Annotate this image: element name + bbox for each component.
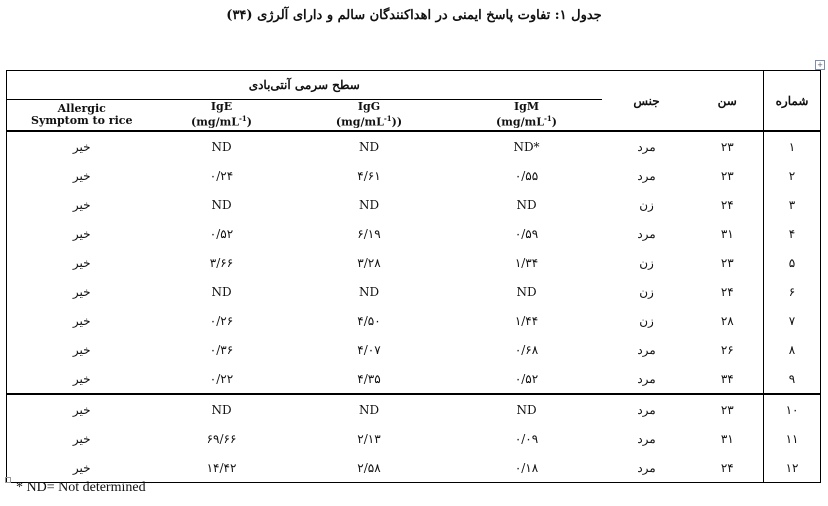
- cell-ige: ND: [157, 394, 287, 424]
- cell-age: ۲۴: [720, 460, 734, 475]
- cell-allergic: خیر: [72, 255, 91, 270]
- cell-allergic: خیر: [7, 394, 157, 424]
- cell-age: ۲۳: [692, 394, 764, 424]
- cell-num: ۱۱: [764, 424, 821, 453]
- cell-num: ۲: [764, 161, 821, 190]
- cell-allergic: خیر: [72, 197, 91, 212]
- ige-label: IgE: [210, 100, 233, 114]
- cell-age: ۳۴: [720, 371, 734, 386]
- cell-igg: ۲/۱۳: [357, 431, 381, 446]
- allergic-header-line1: Allergic: [57, 102, 106, 115]
- cell-allergic: خیر: [72, 371, 91, 386]
- cell-sex: مرد: [637, 226, 656, 241]
- table-row: [7, 453, 821, 483]
- cell-num: ۱۲: [764, 453, 821, 483]
- table-row: [7, 424, 821, 453]
- table-caption: جدول ۱: تفاوت پاسخ ایمنی در اهداکنندگان سالم و دارای آلرژی (۳۴): [226, 8, 602, 23]
- table-row: [7, 364, 821, 394]
- cell-allergic: خیر: [72, 168, 91, 183]
- cell-age: ۲۴: [720, 197, 734, 212]
- cell-ige: ND: [211, 139, 232, 154]
- antibody-level-header: سطح سرمی آنتی‌بادی: [7, 71, 602, 100]
- table-body: [7, 131, 821, 483]
- footnote: * ND= Not determined: [16, 480, 146, 495]
- cell-age: ۳۱: [720, 226, 734, 241]
- cell-num: ۷: [764, 306, 821, 335]
- allergic-header: [7, 100, 157, 132]
- cell-num: ۸: [764, 335, 821, 364]
- cell-igm: ۱/۳۴: [514, 255, 539, 270]
- cell-allergic: خیر: [72, 313, 91, 328]
- ige-unit: $(mg/mL^{-1})$: [191, 114, 252, 129]
- cell-allergic: خیر: [72, 284, 91, 299]
- cell-age: ۳۱: [720, 431, 734, 446]
- move-handle-icon[interactable]: +: [815, 60, 825, 70]
- table-row: [7, 131, 821, 161]
- cell-sex: زن: [639, 255, 654, 270]
- igm-header: [452, 100, 602, 132]
- table-row: [7, 190, 821, 219]
- cell-igm: ND: [516, 197, 537, 212]
- cell-sex: مرد: [637, 168, 656, 183]
- cell-sex: مرد: [637, 431, 656, 446]
- cell-allergic: خیر: [72, 431, 91, 446]
- cell-age: ۲۳: [720, 139, 734, 154]
- cell-num: ۹: [764, 364, 821, 394]
- cell-igg: ۴/۳۵: [357, 371, 381, 386]
- cell-ige: ۶۹/۶۶: [206, 431, 237, 446]
- cell-igg: ۲/۵۸: [357, 460, 381, 475]
- number-header: شماره: [764, 71, 821, 132]
- cell-sex: مرد: [637, 371, 656, 386]
- cell-igg: ND: [287, 394, 452, 424]
- cell-ige: ND: [211, 197, 232, 212]
- table-row: [7, 335, 821, 364]
- cell-igm: ۱/۴۴: [514, 313, 539, 328]
- cell-sex: مرد: [637, 342, 656, 357]
- antibody-table: [6, 70, 821, 483]
- cell-age: ۲۳: [720, 168, 734, 183]
- cell-sex: زن: [639, 197, 654, 212]
- igg-unit: $(mg/mL^{-1})$): [335, 114, 403, 129]
- cell-age: ۲۴: [720, 284, 734, 299]
- cell-ige: ۰/۵۲: [209, 226, 234, 241]
- cell-sex: زن: [639, 313, 654, 328]
- cell-ige: ۰/۲۴: [209, 168, 234, 183]
- table-row: [7, 161, 821, 190]
- cell-igg: ND: [358, 284, 380, 299]
- cell-allergic: خیر: [72, 139, 91, 154]
- cell-ige: ND: [211, 284, 232, 299]
- cell-num: ۵: [764, 248, 821, 277]
- age-header: سن: [692, 71, 764, 132]
- cell-num: ۱۰: [764, 394, 821, 424]
- cell-igm: ۰/۵۲: [514, 371, 539, 386]
- table-row: [7, 248, 821, 277]
- cell-ige: ۰/۲۲: [209, 371, 234, 386]
- header-row-top: [7, 71, 821, 100]
- cell-igg: ۴/۶۱: [357, 168, 381, 183]
- igm-label: IgM: [514, 100, 540, 114]
- cell-igg: ۴/۵۰: [357, 313, 381, 328]
- cell-ige: ۰/۳۶: [209, 342, 234, 357]
- cell-ige: ۳/۶۶: [209, 255, 234, 270]
- cell-igg: ۴/۰۷: [357, 342, 381, 357]
- cell-igg: ND: [358, 197, 380, 212]
- cell-igm: ۰/۰۹: [514, 431, 539, 446]
- igg-header: [287, 100, 452, 132]
- sex-header: جنس: [602, 71, 692, 132]
- cell-num: ۴: [764, 219, 821, 248]
- cell-num: ۱: [764, 131, 821, 161]
- cell-igg: ۶/۱۹: [357, 226, 381, 241]
- table-row: [7, 394, 821, 424]
- igm-unit: $(mg/mL^{-1})$: [496, 114, 557, 129]
- cell-num: ۳: [764, 190, 821, 219]
- cell-allergic: خیر: [72, 342, 91, 357]
- cell-igg: ۳/۲۸: [357, 255, 381, 270]
- cell-age: ۲۶: [720, 342, 734, 357]
- cell-igm: ND: [452, 394, 602, 424]
- cell-igm: ND*: [513, 139, 540, 154]
- cell-allergic: خیر: [72, 226, 91, 241]
- cell-sex: مرد: [602, 394, 692, 424]
- cell-ige: ۰/۲۶: [209, 313, 234, 328]
- cell-igm: ۰/۵۹: [514, 226, 539, 241]
- table-row: [7, 277, 821, 306]
- ige-header: [157, 100, 287, 132]
- cell-igm: ۰/۵۵: [514, 168, 539, 183]
- cell-age: ۲۸: [720, 313, 734, 328]
- cell-igm: ND: [516, 284, 537, 299]
- corner-marker: [5, 477, 11, 483]
- cell-sex: مرد: [637, 139, 656, 154]
- cell-igm: ۰/۶۸: [514, 342, 539, 357]
- cell-sex: مرد: [637, 460, 656, 475]
- cell-igm: ۰/۱۸: [514, 460, 539, 475]
- cell-age: ۲۳: [720, 255, 734, 270]
- table-row: [7, 306, 821, 335]
- cell-igg: ND: [358, 139, 380, 154]
- cell-allergic: خیر: [72, 460, 91, 475]
- cell-ige: ۱۴/۴۲: [206, 460, 237, 475]
- igg-label: IgG: [357, 100, 381, 114]
- cell-num: ۶: [764, 277, 821, 306]
- table-row: [7, 219, 821, 248]
- allergic-header-line2: Symptom to rice: [31, 114, 133, 127]
- cell-sex: زن: [639, 284, 654, 299]
